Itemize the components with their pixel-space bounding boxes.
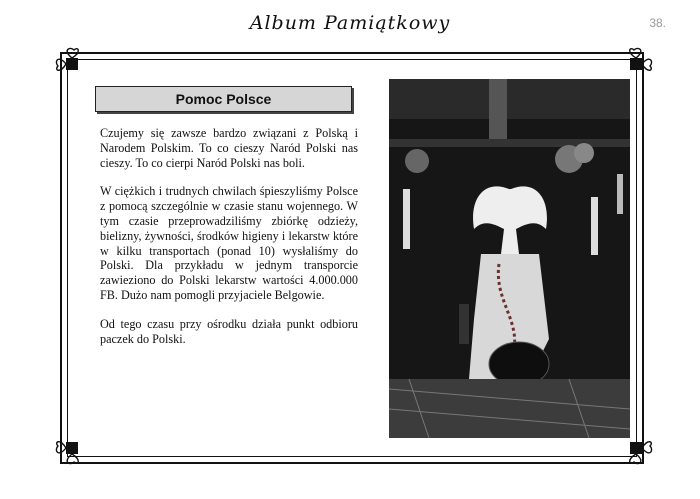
photograph	[389, 79, 630, 438]
photo-illustration	[389, 79, 630, 438]
corner-ornament-top-left	[52, 44, 92, 84]
corner-ornament-bottom-left	[52, 428, 92, 468]
page-number: 38.	[649, 16, 666, 30]
paragraph: Czujemy się zawsze bardzo związani z Polską i Narodem Polskim. To co cieszy Naród Polski nas cieszy. To co cierpi Naród Polski nas boli.	[100, 126, 358, 170]
section-title-box	[95, 86, 352, 112]
section-title: Pomoc Polsce	[175, 91, 272, 107]
body-text	[100, 126, 358, 360]
corner-ornament-top-right	[616, 44, 656, 84]
paragraph: Od tego czasu przy ośrodku działa punkt odbioru paczek do Polski.	[100, 316, 358, 346]
paragraph: W ciężkich i trudnych chwilach śpieszyliśmy Polsce z pomocą szczególnie w czasie stanu wojennego. W tym czasie przeprowadziliśmy zbiórkę odzieży, bielizny, żywności, środków higieny i lekarstw które w kilku transportach (ponad 10) wysłaliśmy do Polski. Dla przykładu w jednym transporcie zawieziono do Polski lekarstw wartości 4.000.000 FB. Dużo nam pomogli przyjaciele Belgowie.	[100, 184, 358, 302]
album-header-title: Album Pamiątkowy	[249, 12, 451, 34]
